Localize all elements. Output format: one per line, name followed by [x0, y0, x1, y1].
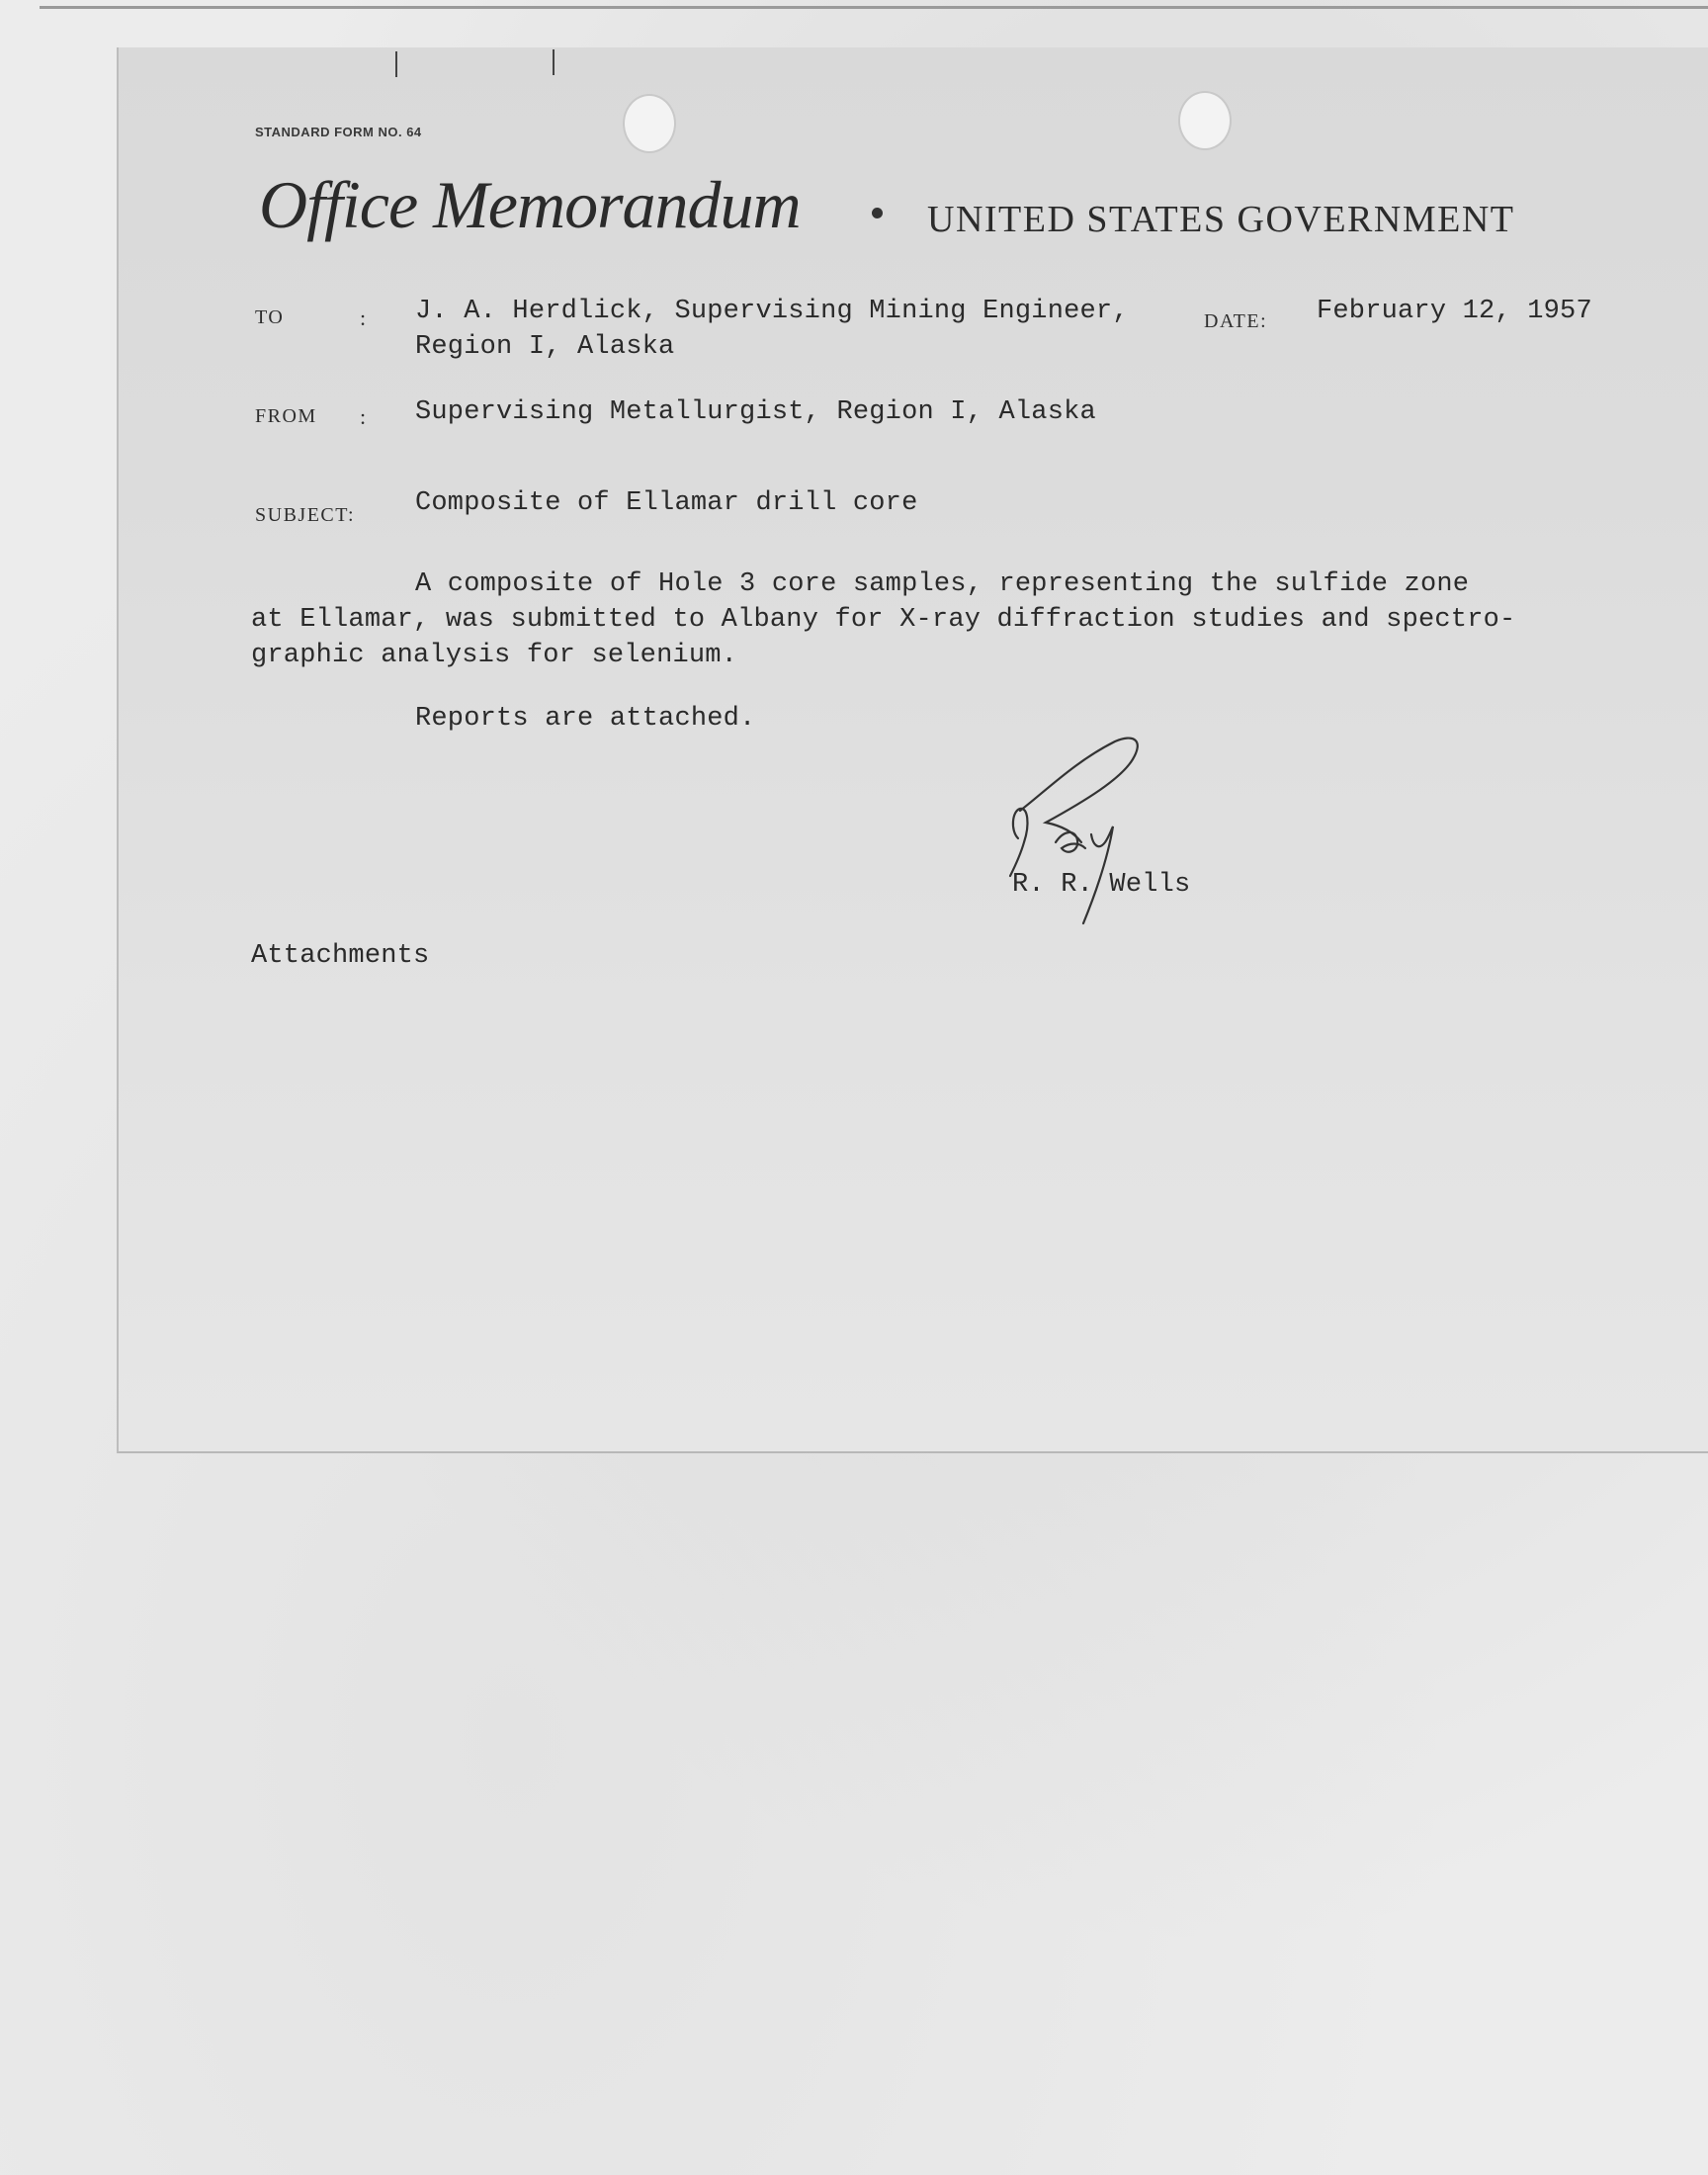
body-paragraph1-line: graphic analysis for selenium. — [251, 641, 738, 670]
to-recipient-line1: J. A. Herdlick, Supervising Mining Engineer, — [415, 297, 1129, 326]
attachments-note: Attachments — [251, 941, 430, 971]
memo-form-area — [117, 47, 1708, 1453]
from-label: FROM — [255, 405, 317, 427]
punch-hole-left — [623, 94, 676, 153]
body-paragraph2: Reports are attached. — [415, 704, 756, 734]
date-value: February 12, 1957 — [1317, 297, 1592, 326]
margin-tick-mark — [553, 49, 555, 75]
to-label: TO — [255, 306, 285, 328]
date-label: DATE: — [1204, 310, 1268, 332]
subject-label: SUBJECT: — [255, 504, 356, 526]
from-value: Supervising Metallurgist, Region I, Alaska — [415, 397, 1096, 427]
to-recipient-line2: Region I, Alaska — [415, 332, 675, 362]
to-colon: : — [360, 305, 367, 330]
title-bullet — [872, 208, 883, 218]
punch-hole-right — [1178, 91, 1232, 150]
signatory-name: R. R. Wells — [1012, 870, 1191, 900]
page-top-edge — [40, 6, 1708, 19]
form-number: STANDARD FORM NO. 64 — [255, 125, 422, 139]
handwritten-signature — [1006, 732, 1164, 929]
from-colon: : — [360, 404, 367, 429]
memo-agency: UNITED STATES GOVERNMENT — [927, 199, 1515, 240]
memo-title: Office Memorandum — [259, 167, 801, 242]
body-paragraph1-line: A composite of Hole 3 core samples, representing the sulfide zone — [415, 569, 1470, 599]
margin-tick-mark — [395, 51, 397, 77]
body-paragraph1-line: at Ellamar, was submitted to Albany for X-ray diffraction studies and spectro- — [251, 605, 1516, 635]
subject-value: Composite of Ellamar drill core — [415, 488, 918, 518]
